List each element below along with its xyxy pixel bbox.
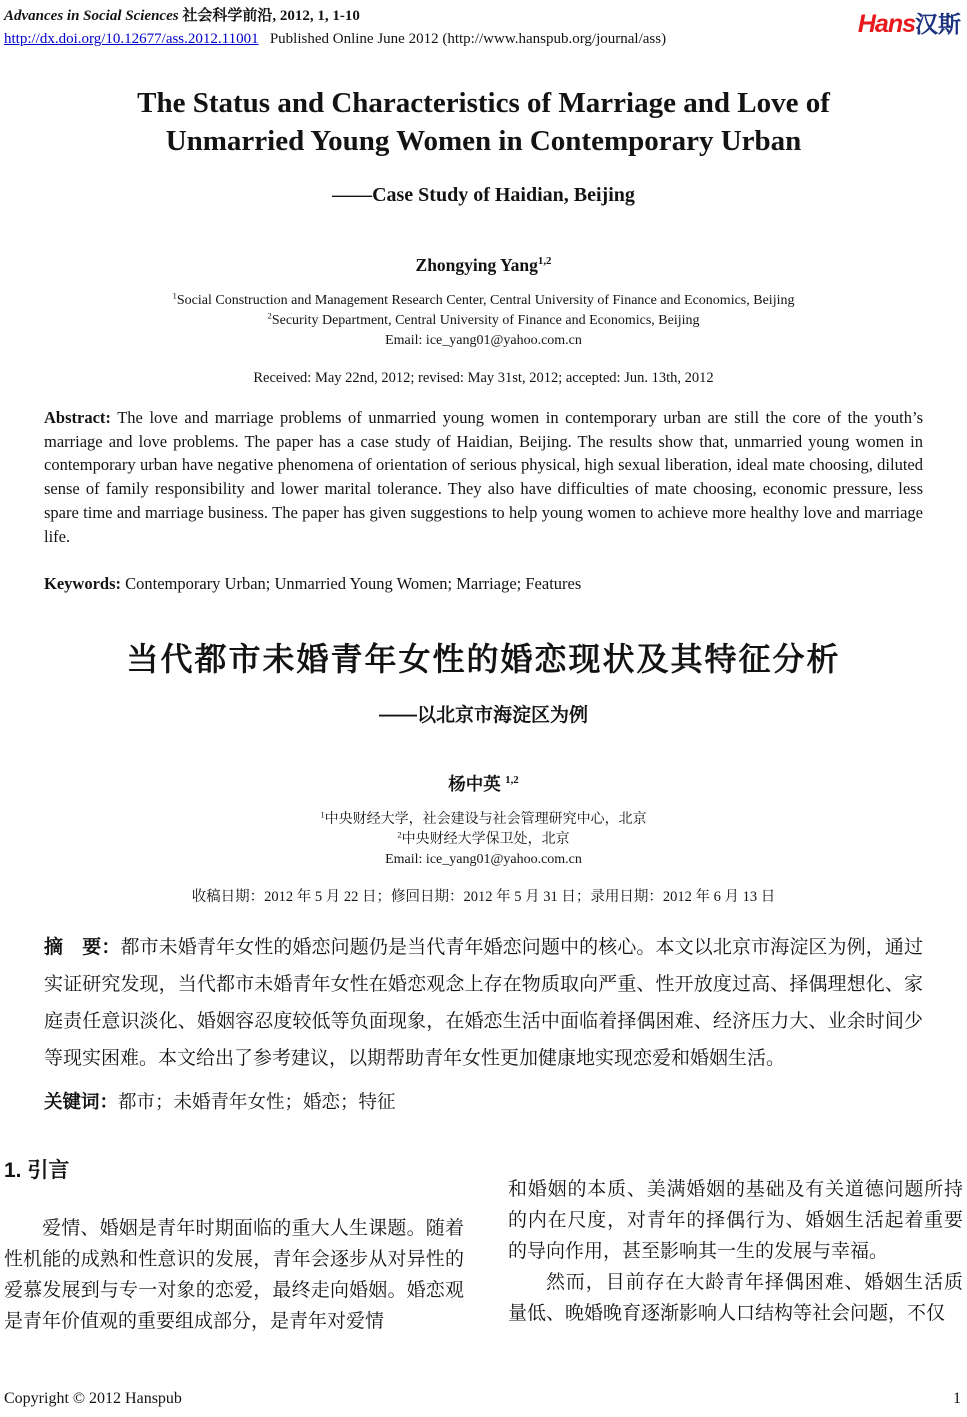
abstract-english <box>44 406 923 549</box>
affiliations-chinese <box>4 810 963 871</box>
journal-title-line <box>4 6 666 26</box>
received-dates-english: Received: May 22nd, 2012; revised: May 31st, 2012; accepted: Jun. 13th, 2012 <box>253 369 714 386</box>
page-footer <box>4 1390 961 1408</box>
author-name-chinese: 杨中英 $^{1,2}$ <box>448 774 519 795</box>
paper-subtitle-chinese: ——以北京市海淀区为例 <box>378 705 588 727</box>
title-line-1: The Status and Characteristics of Marriage and Love of <box>137 86 830 119</box>
affiliations-english <box>4 291 963 352</box>
doi-link[interactable]: http://dx.doi.org/10.12677/ass.2012.11001 <box>4 31 259 48</box>
author-affiliation-marker: 1,2 <box>537 255 552 268</box>
paper-title-english <box>4 84 963 161</box>
affiliation-2-english: $^2$Security Department, Central University of Finance and Economics, Beijing <box>267 310 700 329</box>
hanspub-logo-latin: Hans <box>857 10 915 38</box>
column-gap <box>464 1157 508 1337</box>
section-1-heading: 1. 引言 <box>4 1158 70 1182</box>
journal-name-english: Advances in Social Sciences <box>4 8 179 24</box>
hanspub-logo-chinese: 汉斯 <box>915 11 961 37</box>
keywords-english <box>44 572 923 596</box>
affiliation-1-english: $^1$Social Construction and Management Research Center, Central University of Finance and Economics, Beijing <box>172 290 795 308</box>
intro-paragraph-right-2: 然而，目前存在大龄青年择偶困难、婚姻生活质量低、晚婚晚育逐渐影响人口结构等社会问题，不仅 <box>508 1271 963 1324</box>
hanspub-logo <box>858 6 963 39</box>
affiliation-1-chinese: $^1$中央财经大学，社会建设与社会管理研究中心，北京 <box>320 809 647 827</box>
author-email-chinese: Email: ice_yang01@yahoo.com.cn <box>385 852 582 868</box>
page-number: 1 <box>953 1390 961 1407</box>
abstract-text-english: The love and marriage problems of unmarried young women in contemporary urban are still the core of the youth’s marriage and love problems. The paper has a case study of Haidian, Beijing. The results show that, unmarried young women in contemporary urban have negative phenomena of orientation of serious physical, high sexual liberation, ideal mate choosing, diluted sense of family responsibility and lower marital tolerance. They also have difficulties of mate choosing, economic pressure, less spare time and marriage business. The paper has given suggestions to help young women to achieve more healthy love and marriage life. <box>44 407 924 546</box>
abstract-label-chinese: 摘 要： <box>44 936 121 958</box>
keywords-label-chinese: 关键词： <box>44 1090 119 1112</box>
keywords-chinese <box>44 1089 923 1117</box>
intro-paragraph-left: 爱情、婚姻是青年时期面临的重大人生课题。随着性机能的成熟和性意识的发展，青年会逐步从对异性的爱慕发展到与专一对象的恋爱，最终走向婚姻。婚恋观是青年价值观的重要组成部分，是青年对爱情 <box>4 1218 464 1333</box>
published-online-text: Published Online June 2012 (http://www.hanspub.org/journal/ass) <box>269 31 667 48</box>
author-email: Email: ice_yang01@yahoo.com.cn <box>385 333 582 349</box>
title-line-2: Unmarried Young Women in Contemporary Urban <box>165 124 802 157</box>
author-affiliation-marker-chinese: 1,2 <box>505 774 519 787</box>
keywords-label-english: Keywords: <box>44 574 121 594</box>
keywords-text-english: Contemporary Urban; Unmarried Young Women; Marriage; Features <box>125 574 582 594</box>
affiliation-2-chinese: $^2$中央财经大学保卫处，北京 <box>397 829 570 848</box>
abstract-label-english: Abstract: <box>44 407 111 427</box>
abstract-text-chinese: 都市未婚青年女性的婚恋问题仍是当代青年婚恋问题中的核心。本文以北京市海淀区为例，通过实证研究发现，当代都市未婚青年女性在婚恋观念上存在物质取向严重、性开放度过高、择偶理想化、家庭责任意识淡化、婚姻容忍度较低等负面现象，在婚恋生活中面临着择偶困难、经济压力大、业余时间少等现实困难。本文给出了参考建议，以期帮助青年女性更加健康地实现恋爱和婚姻生活。 <box>44 936 923 1069</box>
paper-subtitle-english: ——Case Study of Haidian, Beijing <box>332 184 635 207</box>
doi-line <box>4 29 666 49</box>
received-dates-chinese: 收稿日期：2012 年 5 月 22 日；修回日期：2012 年 5 月 31 日；录用日期：2012 年 6 月 13 日 <box>191 888 776 905</box>
abstract-chinese <box>44 929 923 1077</box>
author-name-english: Zhongying Yang$^{1,2}$ <box>415 255 552 276</box>
journal-name-chinese: 社会科学前沿, 2012, 1, 1-10 <box>178 8 360 24</box>
body-column-right <box>508 1157 963 1337</box>
body-column-left <box>4 1157 464 1337</box>
body-columns <box>4 1157 963 1337</box>
journal-info <box>4 6 666 50</box>
copyright-notice: Copyright © 2012 Hanspub <box>4 1390 182 1407</box>
keywords-text-chinese: 都市；未婚青年女性；婚恋；特征 <box>118 1092 396 1113</box>
page-header <box>4 6 963 50</box>
paper-title-chinese: 当代都市未婚青年女性的婚恋现状及其特征分析 <box>126 641 841 678</box>
intro-paragraph-right-continuation: 和婚姻的本质、美满婚姻的基础及有关道德问题所持的内在尺度，对青年的择偶行为、婚姻生活起着重要的导向作用，甚至影响其一生的发展与幸福。 <box>508 1178 963 1262</box>
